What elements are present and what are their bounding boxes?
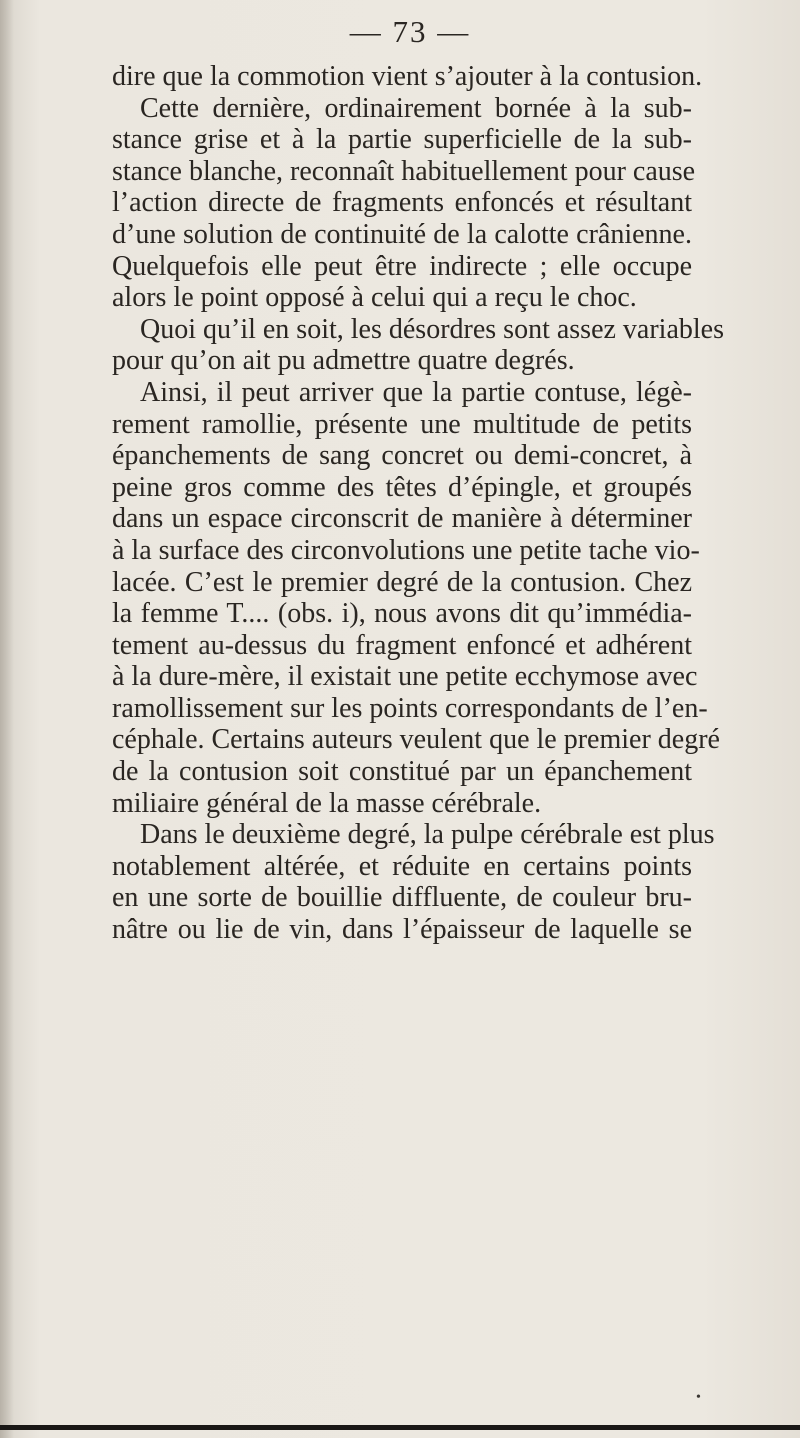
text-line: de la contusion soit constitué par un épanchement: [112, 756, 692, 788]
text-line: lacée. C’est le premier degré de la contusion. Chez: [112, 566, 692, 598]
text-line: alors le point opposé à celui qui a reçu le choc.: [112, 282, 637, 314]
text-line: nâtre ou lie de vin, dans l’épaisseur de laquelle se: [112, 914, 692, 946]
text-line: miliaire général de la masse cérébrale.: [112, 787, 542, 819]
bottom-edge-rule: [0, 1425, 800, 1430]
text-line: ramollissement sur les points correspondants de l’en-: [112, 692, 708, 724]
text-line: dans un espace circonscrit de manière à déterminer: [112, 503, 692, 535]
text-line: stance blanche, reconnaît habituellement pour cause: [112, 155, 696, 187]
text-line: Ainsi, il peut arriver que la partie contuse, légè-: [140, 376, 692, 408]
text-line: en une sorte de bouillie diffluente, de couleur bru-: [112, 882, 692, 914]
text-line: épanchements de sang concret ou demi-concret, à: [112, 440, 692, 472]
text-line: à la dure-mère, il existait une petite ecchymose avec: [112, 661, 698, 693]
text-line: stance grise et à la partie superficielle de la sub-: [112, 124, 692, 156]
text-line: peine gros comme des têtes d’épingle, et groupés: [112, 471, 692, 503]
text-line: Cette dernière, ordinairement bornée à la sub-: [140, 92, 692, 124]
text-line: dire que la commotion vient s’ajouter à la contusion.: [112, 61, 703, 92]
text-line: Dans le deuxième degré, la pulpe cérébrale est plus: [140, 819, 715, 851]
text-line: la femme T.... (obs. i), nous avons dit qu’immédia-: [112, 598, 692, 630]
text-line: Quoi qu’il en soit, les désordres sont assez variables: [140, 313, 724, 345]
body-text: [112, 61, 724, 946]
text-line: pour qu’on ait pu admettre quatre degrés.: [112, 345, 575, 377]
text-line: tement au-dessus du fragment enfoncé et adhérent: [112, 629, 692, 661]
text-line: à la surface des circonvolutions une petite tache vio-: [112, 534, 700, 566]
text-line: d’une solution de continuité de la calotte crânienne.: [112, 218, 692, 250]
printer-mark: •: [696, 1390, 701, 1405]
text-line: Quelquefois elle peut être indirecte ; elle occupe: [112, 250, 692, 282]
binding-shadow: [0, 0, 14, 1438]
page-number-header: — 73 —: [349, 14, 471, 49]
text-line: rement ramollie, présente une multitude de petits: [112, 408, 692, 440]
text-line: l’action directe de fragments enfoncés et résultant: [112, 187, 692, 219]
text-line: céphale. Certains auteurs veulent que le premier degré: [112, 724, 720, 756]
text-line: notablement altérée, et réduite en certains points: [112, 850, 692, 882]
